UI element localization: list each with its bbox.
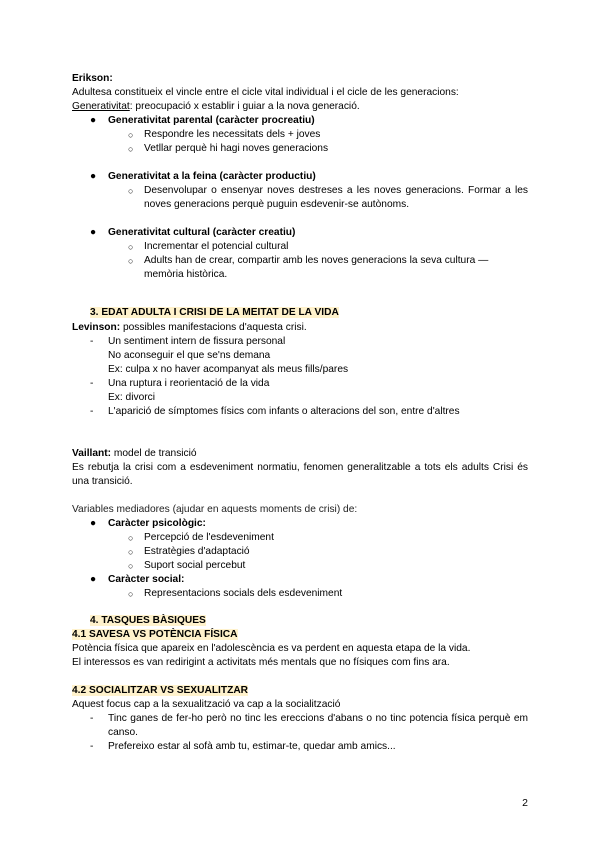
circle-bullet-icon: ○ <box>128 130 134 140</box>
list-item: Vetllar perquè hi hagi noves generacions <box>144 143 329 154</box>
list-item: Estratègies d'adaptació <box>144 546 250 557</box>
dash-marker: - <box>90 713 94 724</box>
list-item: Adults han de crear, compartir amb les noves generacions la seva cultura — memòria històrica. <box>144 255 489 280</box>
levinson-text: possibles manifestacions d'aquesta crisi. <box>120 322 307 333</box>
subsection-4-2-title: 4.2 SOCIALITZAR VS SEXUALITZAR <box>72 685 249 696</box>
circle-bullet-icon: ○ <box>128 589 134 599</box>
list-item: Una ruptura i reorientació de la vida <box>108 378 270 389</box>
psicologic-title: Caràcter psicològic: <box>108 518 206 529</box>
list-item: Desenvolupar o ensenyar noves destreses a les noves generacions. Formar a les noves generacions perquè puguin esdevenir-se autònoms. <box>144 185 528 210</box>
circle-bullet-icon: ○ <box>128 256 134 266</box>
feina-title: Generativitat a la feina (caràcter productiu) <box>108 171 316 182</box>
list-item: Tinc ganes de fer-ho però no tinc les ereccions d'abans o no tinc potencia física perquè em canso. <box>108 713 528 738</box>
list-item: Respondre les necessitats dels + joves <box>144 129 321 140</box>
list-item: Representacions socials dels esdeveniment <box>144 588 343 599</box>
levinson-label: Levinson: <box>72 322 121 333</box>
erikson-title: Erikson: <box>72 73 113 84</box>
generativitat-definition: : preocupació x establir i guiar a la nova generació. <box>129 101 360 112</box>
bullet-icon: ● <box>90 171 97 182</box>
cultural-title: Generativitat cultural (caràcter creatiu) <box>108 227 296 238</box>
section-4-heading: 4. TASQUES BÀSIQUES <box>90 615 206 626</box>
circle-bullet-icon: ○ <box>128 533 134 543</box>
bullet-icon: ● <box>90 518 97 529</box>
vaillant-label: Vaillant: <box>72 448 112 459</box>
dash-marker: - <box>90 741 94 752</box>
list-item: Un sentiment intern de fissura personal <box>108 336 286 347</box>
section-4-body <box>72 628 528 754</box>
bullet-icon: ● <box>90 227 97 238</box>
paragraph-line: Potència física que apareix en l'adolescència es va perdent en aquesta etapa de la vida. <box>72 643 471 654</box>
dash-marker: - <box>90 406 94 417</box>
generativitat-label: Generativitat <box>72 101 130 112</box>
list-item-sub: No aconseguir el que se'ns demana <box>108 350 271 361</box>
list-item-sub: Ex: culpa x no haver acompanyat als meus fills/pares <box>108 364 349 375</box>
vaillant-paragraph: Es rebutja la crisi com a esdeveniment normatiu, fenomen generalitzable a tots els adults Crisi és una transició. <box>72 462 528 487</box>
paragraph-line: Aquest focus cap a la sexualització va cap a la socialització <box>72 699 341 710</box>
parental-title: Generativitat parental (caràcter procreatiu) <box>108 115 315 126</box>
section-3-heading: 3. EDAT ADULTA I CRISI DE LA MEITAT DE LA VIDA <box>90 307 339 318</box>
circle-bullet-icon: ○ <box>128 144 134 154</box>
paragraph-line: El interessos es van redirigint a activitats més mentals que no físiques com fins ara. <box>72 657 450 668</box>
bullet-icon: ● <box>90 115 97 126</box>
dash-marker: - <box>90 336 94 347</box>
list-item: Prefereixo estar al sofà amb tu, estimar-te, quedar amb amics... <box>108 741 396 752</box>
erikson-intro: Adultesa constitueix el vincle entre el cicle vital individual i el cicle de les generacions: <box>72 87 459 98</box>
vaillant-text: model de transició <box>111 448 197 459</box>
page-number: 2 <box>522 797 528 809</box>
dash-marker: - <box>90 378 94 389</box>
circle-bullet-icon: ○ <box>128 547 134 557</box>
social-title: Caràcter social: <box>108 574 185 585</box>
list-item-sub: Ex: divorci <box>108 392 155 403</box>
circle-bullet-icon: ○ <box>128 561 134 571</box>
circle-bullet-icon: ○ <box>128 242 134 252</box>
list-item: Incrementar el potencial cultural <box>144 241 289 252</box>
list-item: Suport social percebut <box>144 560 246 571</box>
erikson-section <box>72 72 528 282</box>
circle-bullet-icon: ○ <box>128 186 134 196</box>
subsection-4-1-title: 4.1 SAVESA VS POTÈNCIA FÍSICA <box>72 629 238 640</box>
list-item: Percepció de l'esdeveniment <box>144 532 274 543</box>
variables-intro: Variables mediadores (ajudar en aquests moments de crisi) de: <box>72 504 358 515</box>
section-3-body <box>72 321 528 601</box>
bullet-icon: ● <box>90 574 97 585</box>
list-item: L'aparició de símptomes físics com infants o alteracions del son, entre d'altres <box>108 406 460 417</box>
